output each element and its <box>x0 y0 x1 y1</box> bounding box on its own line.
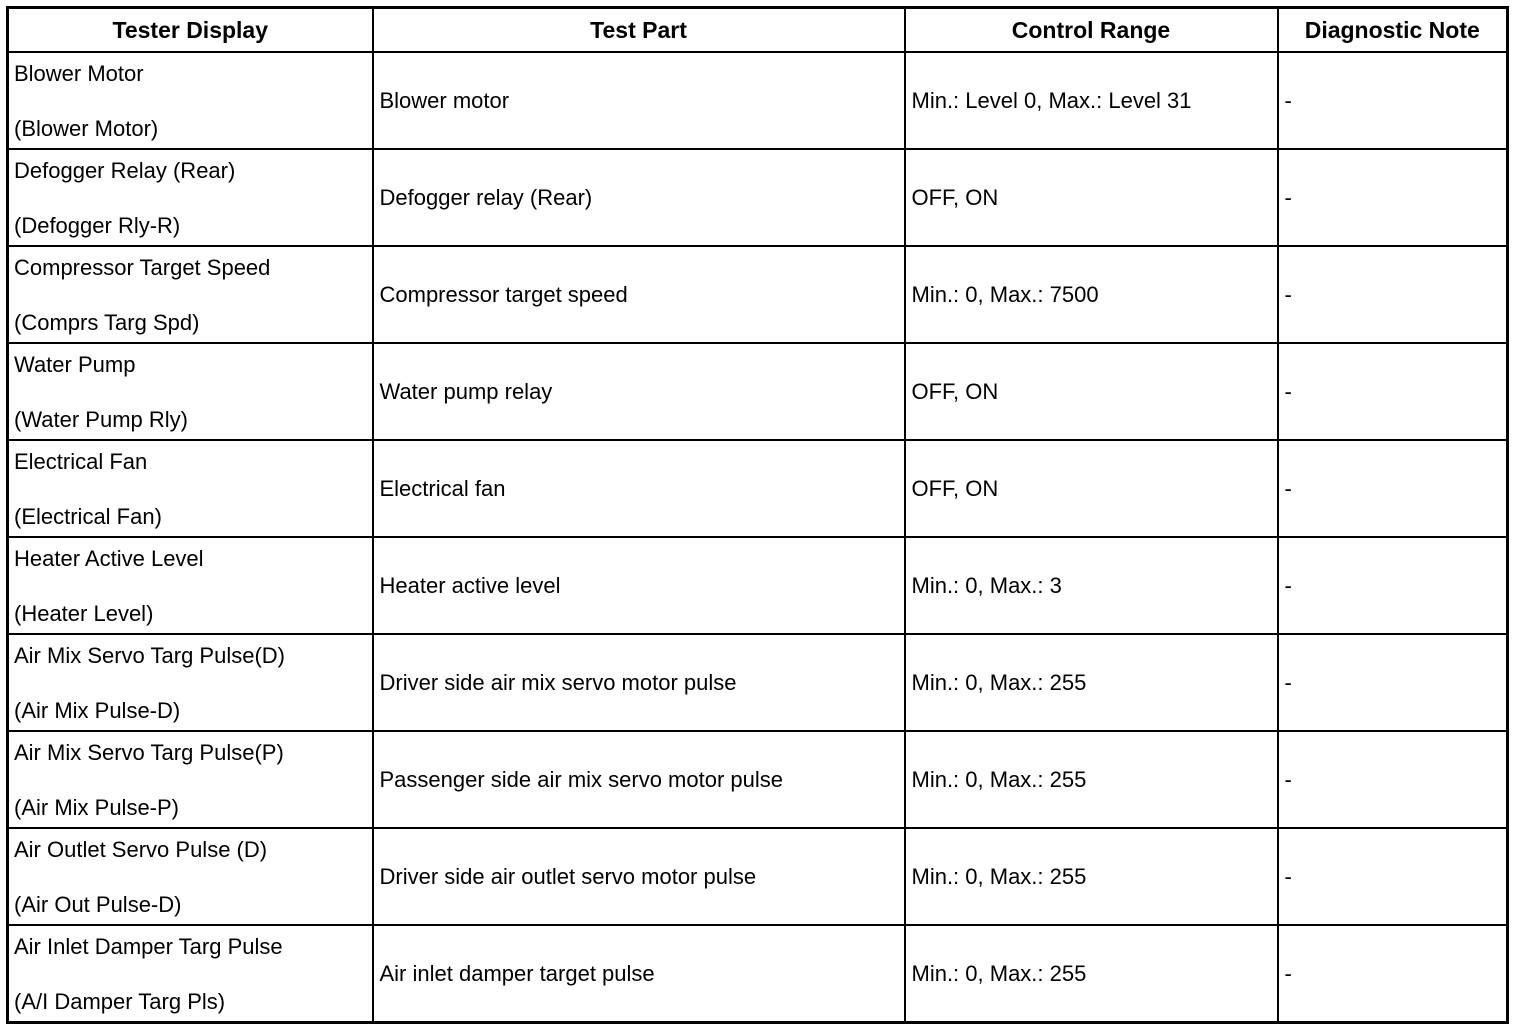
tester-display-abbr: (Comprs Targ Spd) <box>14 309 200 335</box>
tester-display-name: Air Outlet Servo Pulse (D) <box>14 836 268 862</box>
tester-display-name: Heater Active Level <box>14 545 204 571</box>
test-part-cell: Compressor target speed <box>373 246 905 343</box>
tester-display-name: Air Mix Servo Targ Pulse(P) <box>14 739 284 765</box>
test-part-cell: Driver side air outlet servo motor pulse <box>373 828 905 925</box>
tester-display-cell <box>8 537 373 634</box>
tester-display-cell <box>8 343 373 440</box>
header-row <box>8 8 1508 53</box>
diagnostic-note-cell: - <box>1278 343 1508 440</box>
table-row <box>8 52 1508 149</box>
control-range-cell: Min.: 0, Max.: 7500 <box>905 246 1278 343</box>
active-test-table <box>6 6 1509 1024</box>
tester-display-cell <box>8 634 373 731</box>
diagnostic-note-cell: - <box>1278 52 1508 149</box>
tester-display-cell <box>8 925 373 1023</box>
diagnostic-note-cell: - <box>1278 828 1508 925</box>
tester-display-cell <box>8 731 373 828</box>
diagnostic-note-cell: - <box>1278 634 1508 731</box>
tester-display-cell <box>8 246 373 343</box>
tester-display-abbr: (A/I Damper Targ Pls) <box>14 988 226 1014</box>
tester-display-abbr: (Air Mix Pulse-D) <box>14 697 181 723</box>
control-range-cell: Min.: 0, Max.: 255 <box>905 828 1278 925</box>
control-range-cell: Min.: Level 0, Max.: Level 31 <box>905 52 1278 149</box>
control-range-cell: OFF, ON <box>905 440 1278 537</box>
test-part-cell: Blower motor <box>373 52 905 149</box>
diagnostic-note-cell: - <box>1278 246 1508 343</box>
header-control-range: Control Range <box>905 8 1278 53</box>
diagnostic-note-cell: - <box>1278 925 1508 1023</box>
tester-display-cell <box>8 828 373 925</box>
control-range-cell: Min.: 0, Max.: 255 <box>905 634 1278 731</box>
tester-display-abbr: (Water Pump Rly) <box>14 406 188 432</box>
tester-display-name: Air Mix Servo Targ Pulse(D) <box>14 642 285 668</box>
test-part-cell: Driver side air mix servo motor pulse <box>373 634 905 731</box>
tester-display-name: Water Pump <box>14 351 136 377</box>
table-row <box>8 925 1508 1023</box>
table-row <box>8 440 1508 537</box>
diagnostic-note-cell: - <box>1278 149 1508 246</box>
table-row <box>8 343 1508 440</box>
control-range-cell: Min.: 0, Max.: 255 <box>905 731 1278 828</box>
tester-display-abbr: (Defogger Rly-R) <box>14 212 181 238</box>
tester-display-abbr: (Electrical Fan) <box>14 503 162 529</box>
table-row <box>8 246 1508 343</box>
tester-display-name: Air Inlet Damper Targ Pulse <box>14 933 283 959</box>
table-row <box>8 149 1508 246</box>
control-range-cell: Min.: 0, Max.: 3 <box>905 537 1278 634</box>
header-diagnostic-note: Diagnostic Note <box>1278 8 1508 53</box>
control-range-cell: OFF, ON <box>905 343 1278 440</box>
tester-display-abbr: (Air Mix Pulse-P) <box>14 794 180 820</box>
table-row <box>8 731 1508 828</box>
test-part-cell: Defogger relay (Rear) <box>373 149 905 246</box>
tester-display-name: Defogger Relay (Rear) <box>14 157 236 183</box>
tester-display-name: Compressor Target Speed <box>14 254 271 280</box>
table-row <box>8 828 1508 925</box>
tester-display-name: Electrical Fan <box>14 448 148 474</box>
tester-display-abbr: (Air Out Pulse-D) <box>14 891 182 917</box>
diagnostic-note-cell: - <box>1278 440 1508 537</box>
tester-display-abbr: (Heater Level) <box>14 600 154 626</box>
diagnostic-note-cell: - <box>1278 537 1508 634</box>
tester-display-cell <box>8 440 373 537</box>
test-part-cell: Water pump relay <box>373 343 905 440</box>
table-row <box>8 537 1508 634</box>
test-part-cell: Air inlet damper target pulse <box>373 925 905 1023</box>
tester-display-cell <box>8 149 373 246</box>
control-range-cell: Min.: 0, Max.: 255 <box>905 925 1278 1023</box>
test-part-cell: Electrical fan <box>373 440 905 537</box>
control-range-cell: OFF, ON <box>905 149 1278 246</box>
header-test-part: Test Part <box>373 8 905 53</box>
test-part-cell: Heater active level <box>373 537 905 634</box>
diagnostic-note-cell: - <box>1278 731 1508 828</box>
table-row <box>8 634 1508 731</box>
tester-display-name: Blower Motor <box>14 60 144 86</box>
tester-display-abbr: (Blower Motor) <box>14 115 159 141</box>
test-part-cell: Passenger side air mix servo motor pulse <box>373 731 905 828</box>
tester-display-cell <box>8 52 373 149</box>
header-tester-display: Tester Display <box>8 8 373 53</box>
